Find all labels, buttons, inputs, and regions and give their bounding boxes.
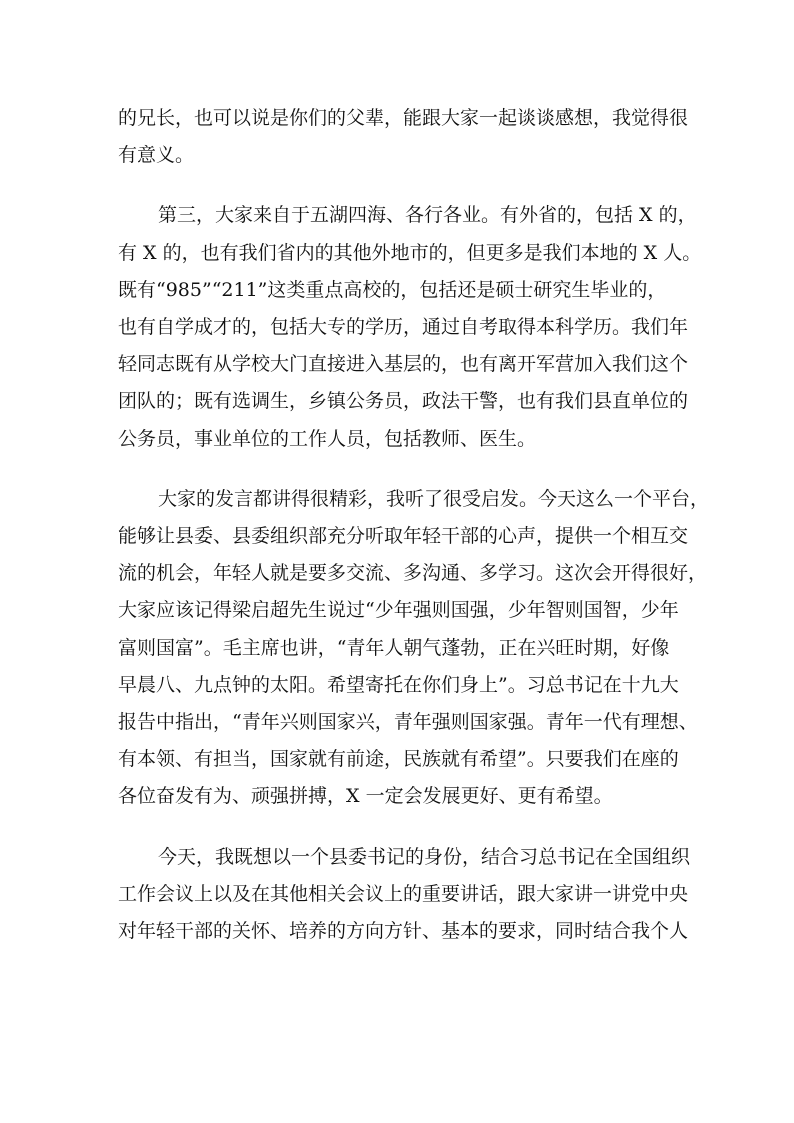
- text-line: 流的机会，年轻人就是要多交流、多沟通、多学习。这次会开得很好，: [118, 562, 708, 585]
- text-line: 有 X 的，也有我们省内的其他外地市的，但更多是我们本地的 X 人。: [118, 241, 702, 264]
- text-line: 早晨八、九点钟的太阳。希望寄托在你们身上”。习总书记在十九大: [118, 673, 679, 696]
- text-line: 的兄长，也可以说是你们的父辈，能跟大家一起谈谈感想，我觉得很: [118, 107, 689, 129]
- text-line: 各位奋发有为、顽强拼搏，X 一定会发展更好、更有希望。: [118, 785, 613, 808]
- paragraph-3: [118, 481, 710, 816]
- text-line: 有意义。: [118, 144, 195, 167]
- text-line: 团队的；既有选调生，乡镇公务员，政法干警，也有我们县直单位的: [118, 390, 689, 413]
- text-line: 既有“985”“211”这类重点高校的，包括还是硕士研究生毕业的，: [118, 278, 667, 301]
- paragraph-1: [118, 100, 689, 174]
- text-line: 公务员，事业单位的工作人员，包括教师、医生。: [118, 427, 537, 450]
- text-line: 第三，大家来自于五湖四海、各行各业。有外省的，包括 X 的，: [158, 204, 697, 227]
- text-line: 大家的发言都讲得很精彩，我听了很受启发。今天这么一个平台，: [158, 487, 710, 510]
- text-line: 也有自学成才的，包括大专的学历，通过自考取得本科学历。我们年: [118, 316, 689, 339]
- text-line: 大家应该记得梁启超先生说过“少年强则国强，少年智则国智，少年: [118, 599, 679, 622]
- text-line: 有本领、有担当，国家就有前途，民族就有希望”。只要我们在座的: [118, 748, 679, 771]
- text-line: 对年轻干部的关怀、培养的方向方针、基本的要求，同时结合我个人: [118, 920, 689, 943]
- text-line: 报告中指出，“青年兴则国家兴，青年强则国家强。青年一代有理想、: [118, 711, 698, 734]
- text-line: 工作会议上以及在其他相关会议上的重要讲话，跟大家讲一讲党中央: [118, 882, 689, 905]
- paragraph-2: [118, 197, 702, 457]
- text-line: 今天，我既想以一个县委书记的身份，结合习总书记在全国组织: [158, 845, 691, 868]
- text-line: 轻同志既有从学校大门直接进入基层的，也有离开军营加入我们这个: [118, 353, 689, 376]
- text-line: 能够让县委、县委组织部充分听取年轻干部的心声，提供一个相互交: [118, 525, 689, 548]
- text-line: 富则国富”。毛主席也讲，“青年人朝气蓬勃，正在兴旺时期，好像: [118, 636, 670, 659]
- paragraph-4: [118, 839, 691, 951]
